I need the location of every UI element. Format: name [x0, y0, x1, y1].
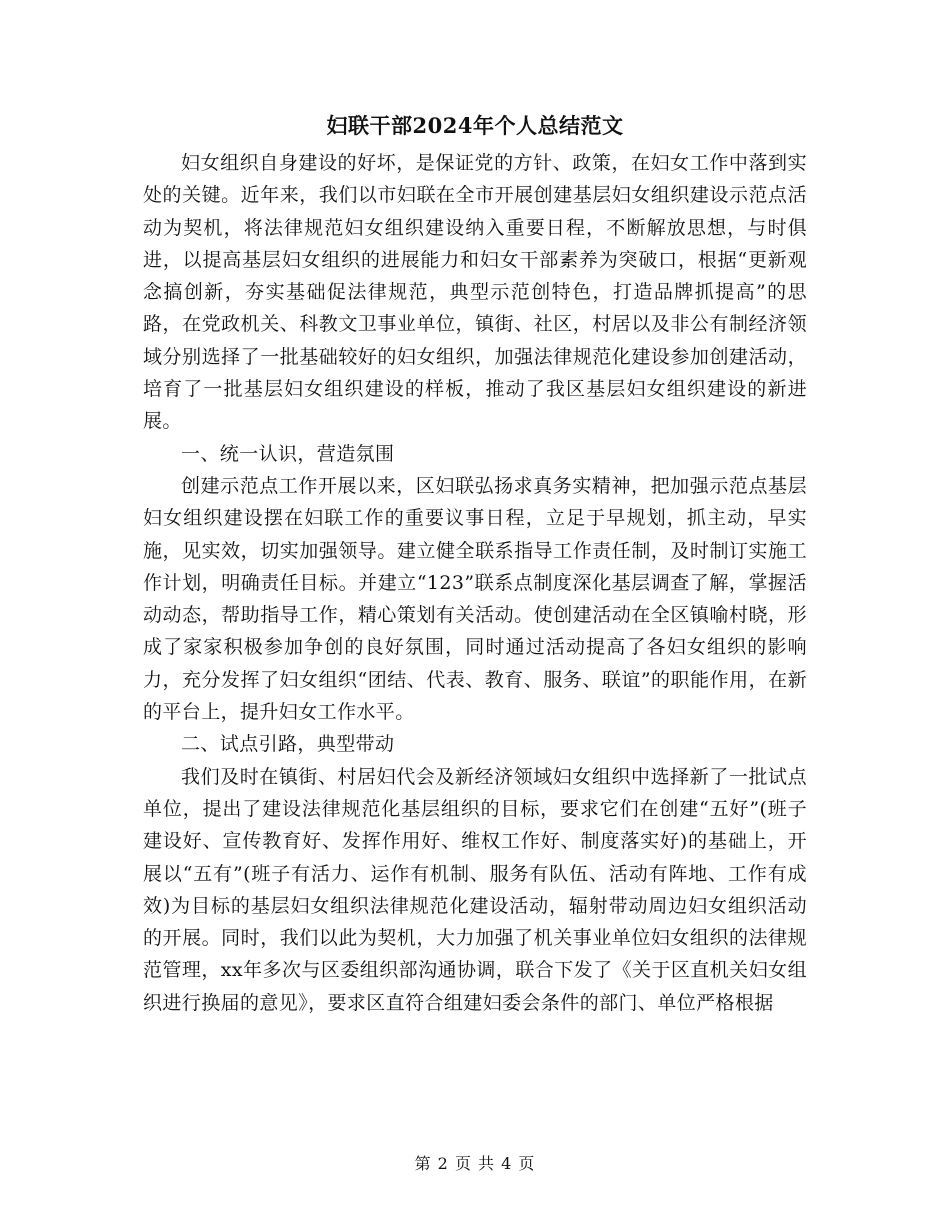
page-footer: 第 2 页 共 4 页	[414, 1154, 536, 1173]
section-heading-2: 二、试点引路，典型带动	[181, 733, 395, 756]
document-title: 妇联干部2024年个人总结范文	[326, 113, 624, 138]
paragraph-section-1: 创建示范点工作开展以来，区妇联弘扬求真务实精神，把加强示范点基层妇女组织建设摆在妇联工作的重要议事日程，立足于早规划，抓主动，早实施，见实效，切实加强领导。建立健全联系指导工作责任制，及时制订实施工作计划，明确责任目标。并建立“123”联系点制度深化基层调查了解，掌握活动动态，帮助指导工作，精心策划有关活动。使创建活动在全区镇喻村晓，形成了家家积极参加争创的良好氛围，同时通过活动提高了各妇女组织的影响力，充分发挥了妇女组织“团结、代表、教育、服务、联谊”的职能作用，在新的平台上，提升妇女工作水平。	[143, 474, 807, 724]
paragraph-section-2: 我们及时在镇街、村居妇代会及新经济领域妇女组织中选择新了一批试点单位，提出了建设法律规范化基层组织的目标，要求它们在创建“五好”(班子建设好、宣传教育好、发挥作用好、维权工作好、制度落实好)的基础上，开展以“五有”(班子有活力、运作有机制、服务有队伍、活动有阵地、工作有成效)为目标的基层妇女组织法律规范化建设活动，辐射带动周边妇女组织活动的开展。同时，我们以此为契机，大力加强了机关事业单位妇女组织的法律规范管理，xx年多次与区委组织部沟通协调，联合下发了《关于区直机关妇女组织进行换届的意见》，要求区直符合组建妇委会条件的部门、单位严格根据	[143, 765, 807, 1014]
section-heading-1: 一、统一认识，营造氛围	[181, 442, 395, 465]
paragraph-intro: 妇女组织自身建设的好坏，是保证党的方针、政策，在妇女工作中落到实处的关键。近年来，我们以市妇联在全市开展创建基层妇女组织建设示范点活动为契机，将法律规范妇女组织建设纳入重要日程，不断解放思想，与时俱进，以提高基层妇女组织的进展能力和妇女干部素养为突破口，根据“更新观念搞创新，夯实基础促法律规范，典型示范创特色，打造品牌抓提高”的思路，在党政机关、科教文卫事业单位，镇街、社区，村居以及非公有制经济领域分别选择了一批基础较好的妇女组织，加强法律规范化建设参加创建活动，培育了一批基层妇女组织建设的样板，推动了我区基层妇女组织建设的新进展。	[143, 152, 807, 433]
document-body	[143, 147, 807, 1019]
